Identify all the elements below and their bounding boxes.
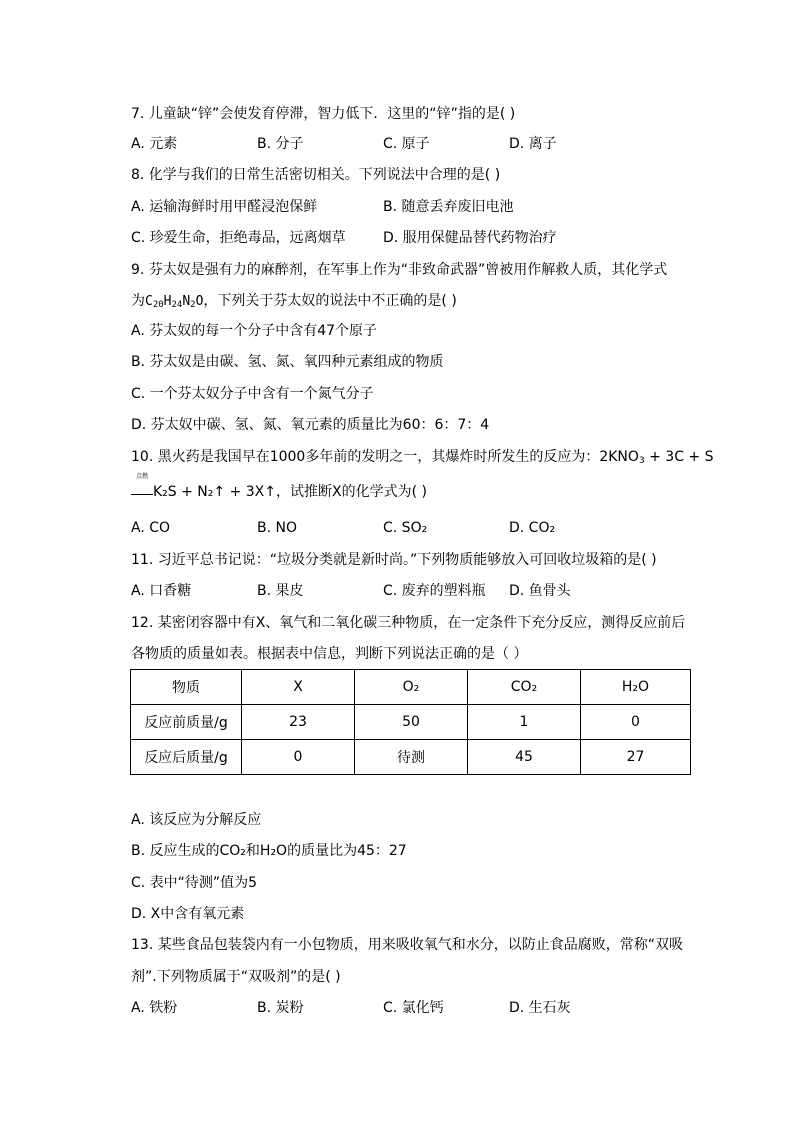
mass-table (130, 669, 691, 775)
q7-option-a: A. 元素 (131, 136, 178, 152)
q9-stem-line2 (131, 292, 457, 311)
table-header-cell: 物质 (131, 670, 242, 705)
table-cell: 27 (581, 740, 691, 775)
table-cell: 1 (468, 705, 581, 740)
q8-option-c: C. 珍爱生命，拒绝毒品，远离烟草 (131, 230, 346, 246)
q10-suffix: + 3C + S (644, 449, 714, 465)
q11-option-d: D. 鱼骨头 (509, 583, 571, 599)
q13-option-b: B. 炭粉 (257, 1000, 304, 1016)
q7-stem: 7. 儿童缺“锌”会使发育停滞，智力低下．这里的“锌”指的是( ) (131, 106, 516, 122)
q9-option-d: D. 芬太奴中碳、氢、氮、氧元素的质量比为60：6：7：4 (131, 417, 490, 433)
q13-option-d: D. 生石灰 (509, 1000, 571, 1016)
table-cell: 反应前质量/g (131, 705, 242, 740)
q11-stem: 11. 习近平总书记说：“垃圾分类就是新时尚。”下列物质能够放入可回收垃圾箱的是( ) (131, 552, 657, 568)
q7-option-b: B. 分子 (257, 136, 304, 152)
q10-option-c: C. SO₂ (383, 520, 428, 536)
q7-option-d: D. 离子 (509, 136, 557, 152)
q7-option-c: C. 原子 (383, 136, 430, 152)
q12-option-d: D. X中含有氧元素 (131, 906, 245, 922)
table-header-cell: CO₂ (468, 670, 581, 705)
reaction-condition: 点燃 (135, 473, 148, 480)
table-header-cell: O₂ (355, 670, 468, 705)
table-cell: 23 (242, 705, 355, 740)
q9-option-c: C. 一个芬太奴分子中含有一个氮气分子 (131, 386, 374, 402)
q9-option-b: B. 芬太奴是由碳、氢、氮、氧四种元素组成的物质 (131, 354, 444, 370)
table-header-row (131, 670, 691, 705)
table-header-cell: H₂O (581, 670, 691, 705)
q10-prefix: 10. 黑火药是我国早在1000多年前的发明之一，其爆炸时所发生的反应为：2KNO (131, 449, 639, 465)
q11-option-b: B. 果皮 (257, 583, 304, 599)
table-row (131, 705, 691, 740)
q9-prefix: 为 (131, 293, 145, 309)
table-header-cell: X (242, 670, 355, 705)
q9-formula: $C_{20}H_{24}N_2O$ (145, 294, 204, 310)
q12-stem-line2: 各物质的质量如表。根据表中信息，判断下列说法正确的是（ ） (131, 646, 528, 662)
q13-option-c: C. 氯化钙 (383, 1000, 444, 1016)
q12-stem-line1: 12. 某密闭容器中有X、氧气和二氧化碳三种物质，在一定条件下充分反应，测得反应前后 (131, 615, 686, 631)
q12-option-c: C. 表中“待测”值为5 (131, 875, 258, 891)
table-row (131, 740, 691, 775)
q13-option-a: A. 铁粉 (131, 1000, 178, 1016)
q9-stem-line1: 9. 芬太奴是强有力的麻醉剂，在军事上作为“非致命武器”曾被用作解救人质，其化学式 (131, 262, 668, 278)
reaction-equals-bar (131, 494, 153, 495)
table-cell: 45 (468, 740, 581, 775)
q8-stem: 8. 化学与我们的日常生活密切相关。下列说法中合理的是( ) (131, 167, 501, 183)
table-cell: 50 (355, 705, 468, 740)
q8-option-a: A. 运输海鲜时用甲醛浸泡保鲜 (131, 199, 318, 215)
q13-stem-line2: 剂”.下列物质属于“双吸剂”的是( ) (131, 969, 341, 985)
table-cell: 0 (581, 705, 691, 740)
q12-option-b: B. 反应生成的CO₂和H₂O的质量比为45：27 (131, 843, 407, 859)
q8-option-d: D. 服用保健品替代药物治疗 (383, 230, 557, 246)
q11-option-c: C. 废弃的塑料瓶 (383, 583, 486, 599)
q10-stem-line1: 10. 黑火药是我国早在1000多年前的发明之一，其爆炸时所发生的反应为：$2KNO_3 + 3C + S$ (131, 449, 714, 466)
table-cell: 反应后质量/g (131, 740, 242, 775)
q10-stem-line2: K₂S + N₂↑ + 3X↑，试推断X的化学式为( ) (153, 484, 427, 500)
q9-option-a: A. 芬太奴的每一个分子中含有47个原子 (131, 323, 378, 339)
table-cell: 待测 (355, 740, 468, 775)
table-cell: 0 (242, 740, 355, 775)
q10-option-d: D. CO₂ (509, 520, 556, 536)
q13-stem-line1: 13. 某些食品包装袋内有一小包物质，用来吸收氧气和水分，以防止食品腐败，常称“双吸 (131, 937, 683, 953)
q12-option-a: A. 该反应为分解反应 (131, 812, 262, 828)
q10-option-b: B. NO (257, 520, 297, 536)
q9-suffix: ，下列关于芬太奴的说法中不正确的是( ) (203, 293, 457, 309)
q8-option-b: B. 随意丢弃废旧电池 (383, 199, 514, 215)
q10-option-a: A. CO (131, 520, 171, 536)
q11-option-a: A. 口香糖 (131, 583, 192, 599)
